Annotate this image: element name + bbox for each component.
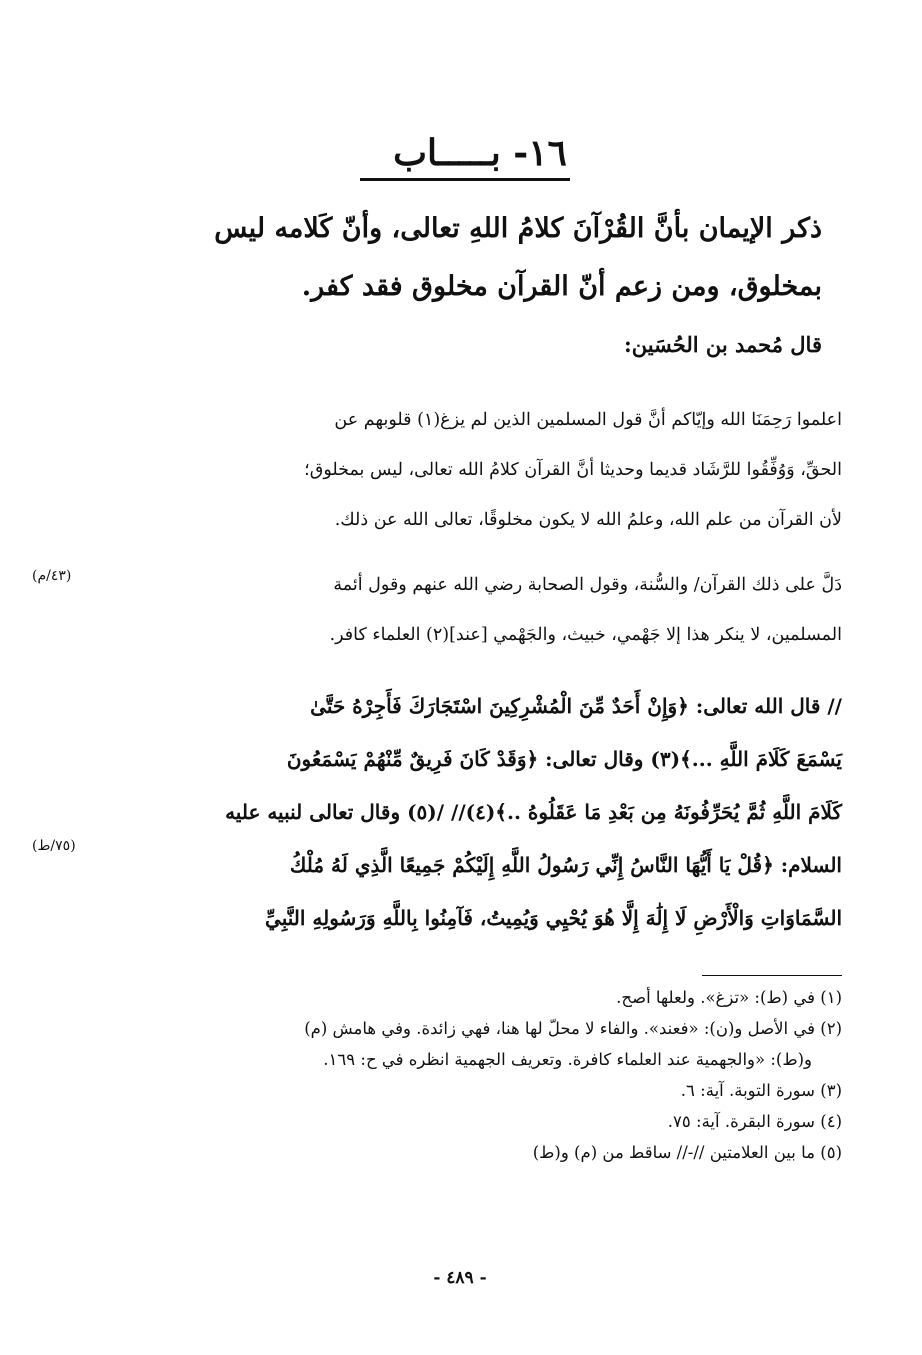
paragraph-1-line-3: لأن القرآن من علم الله، وعلمُ الله لا يكون مخلوقًا، تعالى الله عن ذلك. [334,510,842,530]
footnote-1: (١) في (ط): «تزغ». ولعلها أصح. [616,988,842,1007]
paragraph-1 [142,395,842,545]
footnote-5: (٥) ما بين العلامتين //-// ساقط من (م) و(ط) [532,1143,842,1162]
footnote-separator [702,975,842,976]
paragraph-3-line-4: السلام: ﴿قُلْ يَا أَيُّهَا النَّاسُ إِنِّي رَسُولُ اللَّهِ إِلَيْكُمْ جَمِيعًا الَّذِي لَهُ مُلْكُ [289,853,842,877]
paragraph-3-line-3: كَلَامَ اللَّهِ ثُمَّ يُحَرِّفُونَهُ مِن بَعْدِ مَا عَقَلُوهُ ..﴾(٤)// /(٥) وقال تعالى لنبيه عليه [225,800,842,824]
footnotes [112,982,842,1168]
paragraph-3-quran-citations [142,680,842,945]
paragraph-2-line-2: المسلمين، لا ينكر هذا إلا جَهْمي، خبيث، والجَهْمي [عند](٢) العلماء كافر. [329,625,842,645]
chapter-underline [360,178,570,181]
paragraph-3-line-2: يَسْمَعَ كَلَامَ اللَّهِ ...﴾(٣) وقال تعالى: ﴿وَقَدْ كَانَ فَرِيقٌ مِّنْهُمْ يَسْمَعُونَ [286,747,842,771]
margin-note-t75: (٧٥/ط) [32,838,76,854]
title-line-2: بمخلوق، ومن زعم أنّ القرآن مخلوق فقد كفر. [301,271,822,302]
chapter-heading: ١٦- بـــــاب [393,132,567,174]
paragraph-3-line-1: // قال الله تعالى: ﴿وَإِنْ أَحَدٌ مِّنَ الْمُشْرِكِينَ اسْتَجَارَكَ فَأَجِرْهُ حَتَّىٰ [310,694,842,718]
title-line-1: ذكر الإيمان بأنَّ القُرْآنَ كلامُ اللهِ تعالى، وأنّ كَلامه ليس [214,213,822,244]
paragraph-2 [142,560,842,660]
footnote-2-line-1: (٢) في الأصل و(ن): «فعند». والفاء لا محلّ لها هنا، فهي زائدة. وفي هامش (م) [304,1019,842,1038]
chapter-title [162,200,822,316]
paragraph-1-line-2: الحقِّ، وَوُفِّقُوا للرَّشَاد قديما وحديثا أنَّ القرآن كلامُ الله تعالى، ليس بمخلوق؛ [304,460,842,480]
footnote-3: (٣) سورة التوبة. آية: ٦. [680,1081,842,1100]
speaker-line: قال مُحمد بن الحُسَين: [623,332,822,357]
paragraph-3-line-5: السَّمَاوَاتِ وَالْأَرْضِ لَا إِلَٰهَ إِلَّا هُوَ يُحْيِي وَيُمِيتُ، فَآمِنُوا بِاللَّهِ وَرَسُولِهِ النَّبِيِّ [265,906,842,930]
paragraph-2-line-1: دَلَّ على ذلك القرآن/ والسُّنة، وقول الصحابة رضي الله عنهم وقول أئمة [333,575,842,595]
paragraph-1-line-1: اعلموا رَحِمَنَا الله وإيّاكم أنَّ قول المسلمين الذين لم يزغ(١) قلوبهم عن [334,410,842,430]
margin-note-m43: (٤٣/م) [32,568,72,584]
footnote-2-line-2: و(ط): «والجهمية عند العلماء كافرة. وتعريف الجهمية انظره في ح: ١٦٩. [323,1050,812,1069]
page-number: - ٤٨٩ - [433,1268,487,1288]
footnote-4: (٤) سورة البقرة. آية: ٧٥. [667,1112,842,1131]
